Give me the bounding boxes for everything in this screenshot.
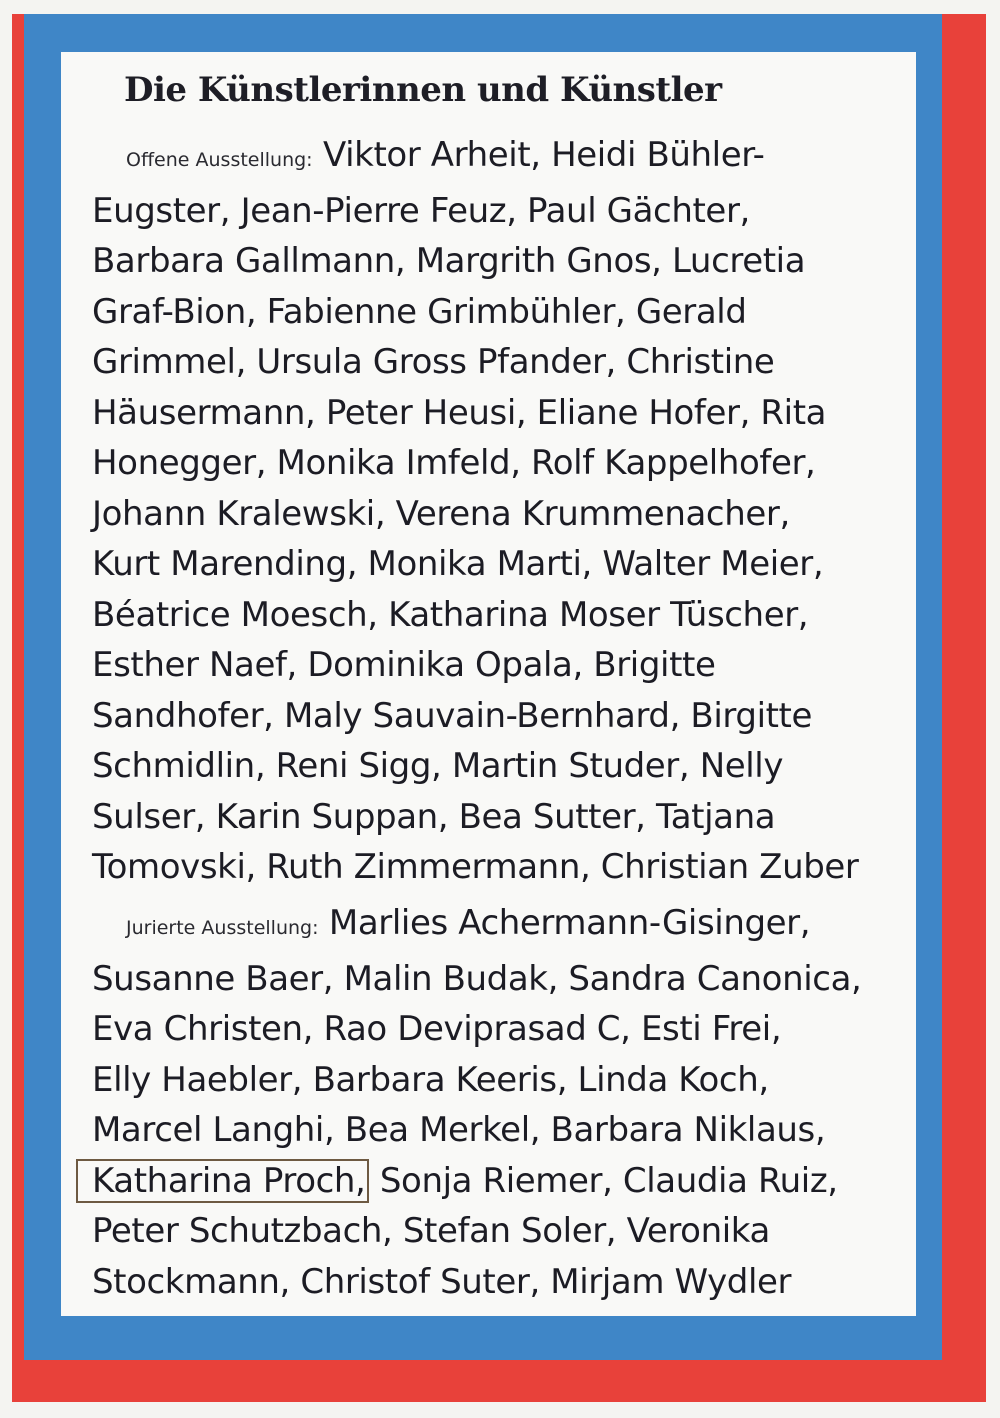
page-title: Die Künstlerinnen und Künstler (124, 70, 722, 110)
section-offene-ausstellung (92, 130, 922, 893)
name-line: Honegger, Monika Imfeld, Rolf Kappelhofer, (92, 443, 816, 483)
section-jurierte-ausstellung (92, 898, 922, 1307)
name-line: Tomovski, Ruth Zimmermann, Christian Zuber (92, 847, 859, 887)
name-line: Viktor Arheit, Heidi Bühler- (323, 135, 765, 175)
name-line: Eva Christen, Rao Deviprasad C, Esti Frei, (92, 1009, 782, 1049)
name-line: Eugster, Jean-Pierre Feuz, Paul Gächter, (92, 190, 750, 231)
name-line-rest: Sonja Riemer, Claudia Ruiz, (369, 1160, 838, 1201)
name-line: Grimmel, Ursula Gross Pfander, Christine (92, 342, 775, 382)
name-line: Elly Haebler, Barbara Keeris, Linda Koch, (92, 1059, 769, 1100)
section-label: Jurierte Ausstellung: (126, 917, 319, 939)
name-line: Schmidlin, Reni Sigg, Martin Studer, Nelly (92, 746, 784, 786)
section-first-line (92, 898, 922, 954)
name-line: Sulser, Karin Suppan, Bea Sutter, Tatjana (92, 796, 776, 837)
name-line: Graf-Bion, Fabienne Grimbühler, Gerald (92, 291, 747, 332)
name-line: Häusermann, Peter Heusi, Eliane Hofer, Rita (92, 392, 827, 433)
name-line: Kurt Marending, Monika Marti, Walter Meier, (92, 544, 824, 584)
section-first-line (92, 130, 922, 186)
name-line: Sandhofer, Maly Sauvain-Bernhard, Birgitte (92, 695, 812, 736)
name-line: Béatrice Moesch, Katharina Moser Tüscher, (92, 594, 809, 635)
name-line: Marlies Achermann-Gisinger, (328, 903, 811, 943)
name-line: Johann Kralewski, Verena Krummenacher, (92, 493, 790, 534)
name-line: Barbara Gallmann, Margrith Gnos, Lucretia (92, 241, 806, 281)
highlighted-name-line (92, 1156, 922, 1207)
name-line: Marcel Langhi, Bea Merkel, Barbara Niklaus, (92, 1110, 826, 1150)
name-line: Susanne Baer, Malin Budak, Sandra Canonica, (92, 958, 862, 999)
name-line: Stockmann, Christof Suter, Mirjam Wydler (92, 1261, 792, 1302)
name-line: Esther Naef, Dominika Opala, Brigitte (92, 645, 716, 685)
name-line: Peter Schutzbach, Stefan Soler, Veronika (92, 1211, 770, 1251)
section-label: Offene Ausstellung: (126, 149, 313, 171)
highlighted-name: Katharina Proch, (76, 1159, 369, 1203)
